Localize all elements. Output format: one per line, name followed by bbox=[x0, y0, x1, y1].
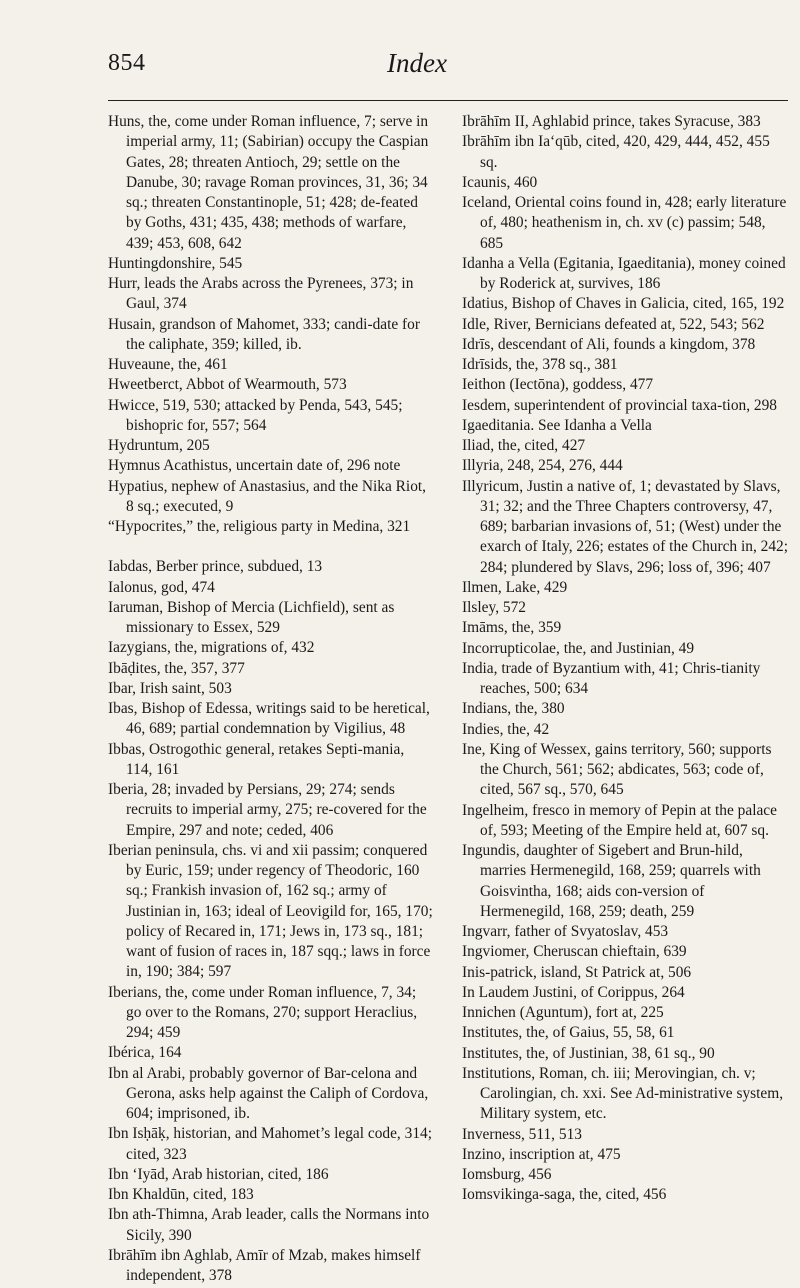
index-entry: Ilmen, Lake, 429 bbox=[462, 578, 568, 596]
index-entry: Inzino, inscription at, 475 bbox=[462, 1145, 621, 1163]
index-entry: Ialonus, god, 474 bbox=[108, 578, 215, 596]
index-entry: Imāms, the, 359 bbox=[462, 619, 562, 637]
index-entry: Iaruman, Bishop of Mercia (Lichfield), sent as missionary to Essex, 529 bbox=[108, 598, 395, 636]
index-entry: Huveaune, the, 461 bbox=[108, 356, 228, 373]
index-entry: Indies, the, 42 bbox=[462, 720, 550, 738]
index-column-left bbox=[108, 112, 434, 1286]
index-entry: Ibérica, 164 bbox=[108, 1044, 182, 1062]
index-entry: Hweetberct, Abbot of Wearmouth, 573 bbox=[108, 376, 347, 394]
index-entry: Iomsburg, 456 bbox=[462, 1166, 552, 1183]
index-entry: “Hypocrites,” the, religious party in Medina, 321 bbox=[108, 518, 411, 535]
index-entry: Ibn al Arabi, probably governor of Bar-celona and Gerona, asks help against the Caliph of Cordova, 604; imprisoned, ib. bbox=[108, 1064, 429, 1122]
index-entry: Hypatius, nephew of Anastasius, and the Nika Riot, 8 sq.; executed, 9 bbox=[108, 477, 427, 515]
index-entry: Indians, the, 380 bbox=[462, 700, 565, 718]
index-entry: Igaeditania. See Idanha a Vella bbox=[462, 416, 652, 434]
index-entry: Ibn ‘Iyād, Arab historian, cited, 186 bbox=[108, 1165, 329, 1183]
index-entry: Ibas, Bishop of Edessa, writings said to be heretical, 46, 689; partial condemnation by Vigilius, 48 bbox=[108, 700, 430, 738]
index-entry: In Laudem Justini, of Corippus, 264 bbox=[462, 983, 685, 1001]
index-entry: Incorrupticolae, the, and Justinian, 49 bbox=[462, 639, 695, 657]
index-entry: Ieithon (Iectōna), goddess, 477 bbox=[462, 376, 654, 394]
index-entry: Institutions, Roman, ch. iii; Merovingian, ch. v; Carolingian, ch. xxi. See Ad-ministrative system, Military system, etc. bbox=[462, 1064, 784, 1123]
index-entry: India, trade of Byzantium with, 41; Chris-tianity reaches, 500; 634 bbox=[462, 659, 761, 697]
index-entry: Iesdem, superintendent of provincial taxa-tion, 298 bbox=[462, 396, 777, 414]
index-entry: Institutes, the, of Gaius, 55, 58, 61 bbox=[462, 1024, 675, 1042]
index-entry: Inverness, 511, 513 bbox=[462, 1125, 582, 1143]
index-entry: Idatius, Bishop of Chaves in Galicia, cited, 165, 192 bbox=[462, 295, 785, 313]
index-entry: Ibn ath-Thimna, Arab leader, calls the Normans into Sicily, 390 bbox=[108, 1206, 430, 1244]
index-entry: Hymnus Acathistus, uncertain date of, 296 note bbox=[108, 457, 401, 475]
index-entry: Ibrāhīm ibn Aghlab, Amīr of Mzab, makes himself independent, 378 bbox=[108, 1246, 421, 1284]
index-entry: Idrīs, descendant of Ali, founds a kingdom, 378 bbox=[462, 335, 756, 353]
index-entry: Iceland, Oriental coins found in, 428; early literature of, 480; heathenism in, ch. xv (c) passim; 548, 685 bbox=[462, 194, 787, 252]
index-column-right bbox=[462, 112, 788, 1286]
index-entry: Ibāḍites, the, 357, 377 bbox=[108, 659, 245, 677]
header-rule bbox=[108, 100, 788, 101]
index-entry: Icaunis, 460 bbox=[462, 173, 538, 191]
index-entry: Iazygians, the, migrations of, 432 bbox=[108, 639, 315, 657]
index-entry: Iliad, the, cited, 427 bbox=[462, 437, 586, 454]
index-entry: Illyricum, Justin a native of, 1; devastated by Slavs, 31; 32; and the Three Chapters controversy, 47, 689; barbarian invasions of, 51; (West) under the exarch of Italy, 226; estates of the Church in, 242; 284; plundered by Slavs, 296; loss of, 396; 407 bbox=[462, 477, 789, 576]
index-entry: Idrīsids, the, 378 sq., 381 bbox=[462, 356, 618, 373]
index-entry: Institutes, the, of Justinian, 38, 61 sq., 90 bbox=[462, 1044, 715, 1062]
index-entry: Hurr, leads the Arabs across the Pyrenees, 373; in Gaul, 374 bbox=[108, 275, 414, 313]
index-entry: Huns, the, come under Roman influence, 7; serve in imperial army, 11; (Sabirian) occupy the Caspian Gates, 28; threaten Antioch, 29; settle on the Danube, 30; ravage Roman provinces, 31, 36; 34 sq.; threaten Constantinople, 51; 428; de-feated by Goths, 431; 435, 438; methods of warfare, 439; 453, 608, 642 bbox=[108, 113, 429, 252]
index-entry: Hwicce, 519, 530; attacked by Penda, 543, 545; bishopric for, 557; 564 bbox=[108, 396, 403, 434]
index-entry: Iabdas, Berber prince, subdued, 13 bbox=[108, 558, 323, 576]
index-entry: Idanha a Vella (Egitania, Igaeditania), money coined by Roderick at, survives, 186 bbox=[462, 254, 786, 292]
index-entry: Ibrāhīm ibn Ia‘qūb, cited, 420, 429, 444, 452, 455 sq. bbox=[462, 133, 770, 171]
index-entry: Ibn Khaldūn, cited, 183 bbox=[108, 1186, 254, 1203]
index-entry: Ingvarr, father of Svyatoslav, 453 bbox=[462, 923, 669, 940]
index-entry: Idle, River, Bernicians defeated at, 522, 543; 562 bbox=[462, 315, 765, 333]
page-header bbox=[108, 44, 726, 84]
index-entry: Husain, grandson of Mahomet, 333; candi-date for the caliphate, 359; killed, ib. bbox=[108, 315, 421, 353]
index-entry: Ibn Isḥāḳ, historian, and Mahomet’s legal code, 314; cited, 323 bbox=[108, 1125, 432, 1163]
index-entry: Iberia, 28; invaded by Persians, 29; 274; sends recruits to imperial army, 275; re-covered for the Empire, 297 and note; ceded, 406 bbox=[108, 781, 427, 839]
index-columns bbox=[108, 112, 788, 1286]
index-entry: Ingelheim, fresco in memory of Pepin at the palace of, 593; Meeting of the Empire held at, 607 sq. bbox=[462, 801, 777, 839]
index-entry: Illyria, 248, 254, 276, 444 bbox=[462, 457, 623, 475]
index-entry: Ine, King of Wessex, gains territory, 560; supports the Church, 561; 562; abdicates, 563; code of, cited, 567 sq., 570, 645 bbox=[462, 740, 772, 799]
page-title: Index bbox=[387, 48, 447, 78]
index-entry: Ibrāhīm II, Aghlabid prince, takes Syracuse, 383 bbox=[462, 113, 761, 130]
index-entry: Ibbas, Ostrogothic general, retakes Septi-mania, 114, 161 bbox=[108, 740, 405, 778]
index-entry: Iberian peninsula, chs. vi and xii passim; conquered by Euric, 159; under regency of Theodoric, 160 sq.; Frankish invasion of, 162 sq.; army of Justinian in, 163; ideal of Leovigild for, 165, 170; policy of Recared in, 171; Jews in, 173 sq., 181; want of fusion of races in, 187 sqq.; laws in force in, 190; 384; 597 bbox=[108, 841, 433, 981]
index-entry: Iomsvikinga-saga, the, cited, 456 bbox=[462, 1186, 667, 1204]
page-number: 854 bbox=[108, 50, 146, 76]
index-entry: Ingundis, daughter of Sigebert and Brun-hild, marries Hermenegild, 168, 259; quarrels with Goisvintha, 168; aids con-version of Hermenegild, 168, 259; death, 259 bbox=[462, 842, 761, 920]
index-entry: Inis-patrick, island, St Patrick at, 506 bbox=[462, 963, 692, 981]
index-entry: Iberians, the, come under Roman influence, 7, 34; go over to the Romans, 270; support Heraclius, 294; 459 bbox=[108, 983, 418, 1041]
index-entry: Ibar, Irish saint, 503 bbox=[108, 679, 232, 697]
index-entry: Innichen (Aguntum), fort at, 225 bbox=[462, 1004, 664, 1021]
index-entry: Ilsley, 572 bbox=[462, 599, 526, 616]
index-entry: Hydruntum, 205 bbox=[108, 437, 210, 454]
index-entry: Huntingdonshire, 545 bbox=[108, 254, 243, 272]
index-entry: Ingviomer, Cheruscan chieftain, 639 bbox=[462, 943, 687, 961]
